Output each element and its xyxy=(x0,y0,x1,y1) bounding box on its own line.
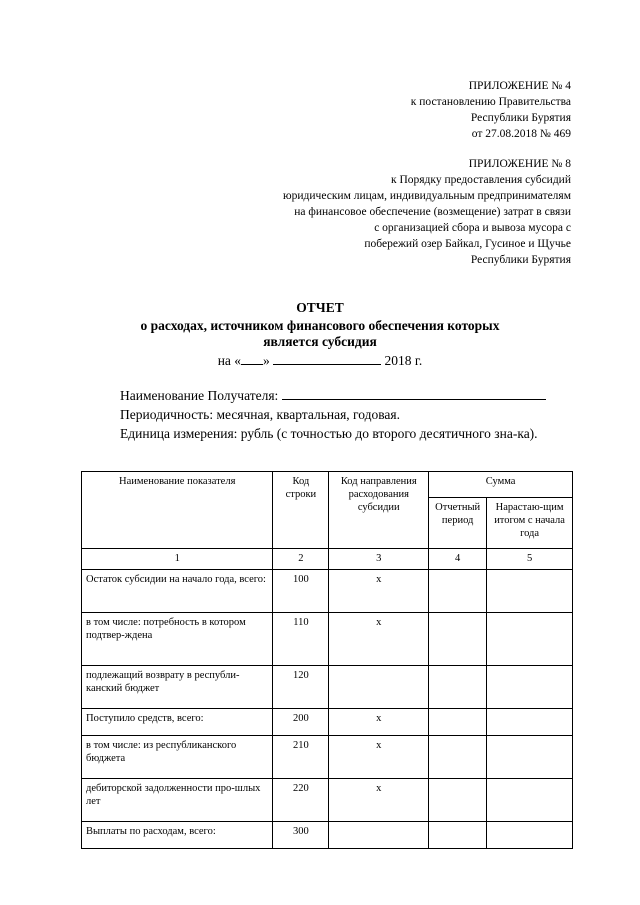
appendix-4-header xyxy=(411,78,571,142)
row-name: Поступило средств, всего: xyxy=(82,709,273,736)
row-name: Выплаты по расходам, всего: xyxy=(82,822,273,849)
date-year: 2018 г. xyxy=(384,353,423,368)
row-cumulative-cell[interactable] xyxy=(487,570,573,613)
header-direction: Код направления расходования субсидии xyxy=(329,472,429,549)
row-code: 210 xyxy=(273,736,329,779)
row-direction: x xyxy=(329,570,429,613)
report-table xyxy=(81,471,573,849)
month-blank[interactable] xyxy=(273,352,381,365)
row-code: 220 xyxy=(273,779,329,822)
row-code: 120 xyxy=(273,666,329,709)
table-row xyxy=(82,822,573,849)
date-mid: » xyxy=(263,353,270,368)
row-cumulative-cell[interactable] xyxy=(487,613,573,666)
appendix-8-line: с организацией сбора и вывоза мусора с xyxy=(374,222,571,234)
table-row xyxy=(82,666,573,709)
appendix-4-line: Республики Бурятия xyxy=(470,112,571,124)
report-date-line xyxy=(0,352,640,369)
appendix-8-line: к Порядку предоставления субсидий xyxy=(391,174,571,186)
row-reporting-cell[interactable] xyxy=(429,613,487,666)
appendix-4-title: ПРИЛОЖЕНИЕ № 4 xyxy=(468,80,571,92)
unit-text: Единица измерения: рубль (с точностью до второго десятичного зна-ка). xyxy=(120,426,538,441)
row-name: в том числе: потребность в котором подтвер-ждена xyxy=(82,613,273,666)
row-direction xyxy=(329,666,429,709)
row-direction: x xyxy=(329,779,429,822)
header-code: Код строки xyxy=(273,472,329,549)
row-name: дебиторской задолженности про-шлых лет xyxy=(82,779,273,822)
row-cumulative-cell[interactable] xyxy=(487,822,573,849)
recipient-line xyxy=(120,386,580,405)
header-cumulative: Нарастаю-щим итогом с начала года xyxy=(487,498,573,549)
row-cumulative-cell[interactable] xyxy=(487,779,573,822)
appendix-8-line: на финансовое обеспечение (возмещение) затрат в связи xyxy=(294,206,571,218)
recipient-label: Наименование Получателя: xyxy=(120,388,279,403)
table-row xyxy=(82,570,573,613)
row-direction: x xyxy=(329,736,429,779)
row-cumulative-cell[interactable] xyxy=(487,709,573,736)
row-direction: x xyxy=(329,709,429,736)
report-title: ОТЧЕТ xyxy=(296,300,344,315)
table-row xyxy=(82,779,573,822)
row-reporting-cell[interactable] xyxy=(429,822,487,849)
report-subtitle-2: является субсидия xyxy=(263,334,377,349)
appendix-8-header xyxy=(283,156,571,268)
row-reporting-cell[interactable] xyxy=(429,666,487,709)
recipient-blank[interactable] xyxy=(282,387,546,400)
table-row xyxy=(82,736,573,779)
col-number: 4 xyxy=(429,549,487,570)
row-reporting-cell[interactable] xyxy=(429,736,487,779)
row-reporting-cell[interactable] xyxy=(429,779,487,822)
day-blank[interactable] xyxy=(241,352,263,365)
appendix-8-line: побережий озер Байкал, Гусиное и Щучье xyxy=(364,238,571,250)
col-number: 2 xyxy=(273,549,329,570)
appendix-8-line: юридическим лицам, индивидуальным предпринимателям xyxy=(283,190,571,202)
row-reporting-cell[interactable] xyxy=(429,570,487,613)
col-number: 3 xyxy=(329,549,429,570)
row-reporting-cell[interactable] xyxy=(429,709,487,736)
row-cumulative-cell[interactable] xyxy=(487,736,573,779)
row-code: 110 xyxy=(273,613,329,666)
appendix-4-date: от 27.08.2018 № 469 xyxy=(471,128,571,140)
row-name: подлежащий возврату в республи-канский бюджет xyxy=(82,666,273,709)
appendix-4-line: к постановлению Правительства xyxy=(410,96,571,108)
table-row xyxy=(82,709,573,736)
report-subtitle: о расходах, источником финансового обеспечения которых xyxy=(140,318,500,333)
table-row xyxy=(82,613,573,666)
date-prefix: на « xyxy=(217,353,242,368)
header-name: Наименование показателя xyxy=(82,472,273,549)
row-direction: x xyxy=(329,613,429,666)
row-name: Остаток субсидии на начало года, всего: xyxy=(82,570,273,613)
col-number: 1 xyxy=(82,549,273,570)
row-code: 300 xyxy=(273,822,329,849)
row-direction xyxy=(329,822,429,849)
appendix-8-line: Республики Бурятия xyxy=(470,254,571,266)
row-cumulative-cell[interactable] xyxy=(487,666,573,709)
appendix-8-title: ПРИЛОЖЕНИЕ № 8 xyxy=(468,158,571,170)
row-code: 100 xyxy=(273,570,329,613)
row-code: 200 xyxy=(273,709,329,736)
col-number: 5 xyxy=(487,549,573,570)
header-reporting: Отчетный период xyxy=(429,498,487,549)
periodicity-text: Периодичность: месячная, квартальная, годовая. xyxy=(120,407,400,422)
row-name: в том числе: из республиканского бюджета xyxy=(82,736,273,779)
header-sum: Сумма xyxy=(429,472,573,498)
